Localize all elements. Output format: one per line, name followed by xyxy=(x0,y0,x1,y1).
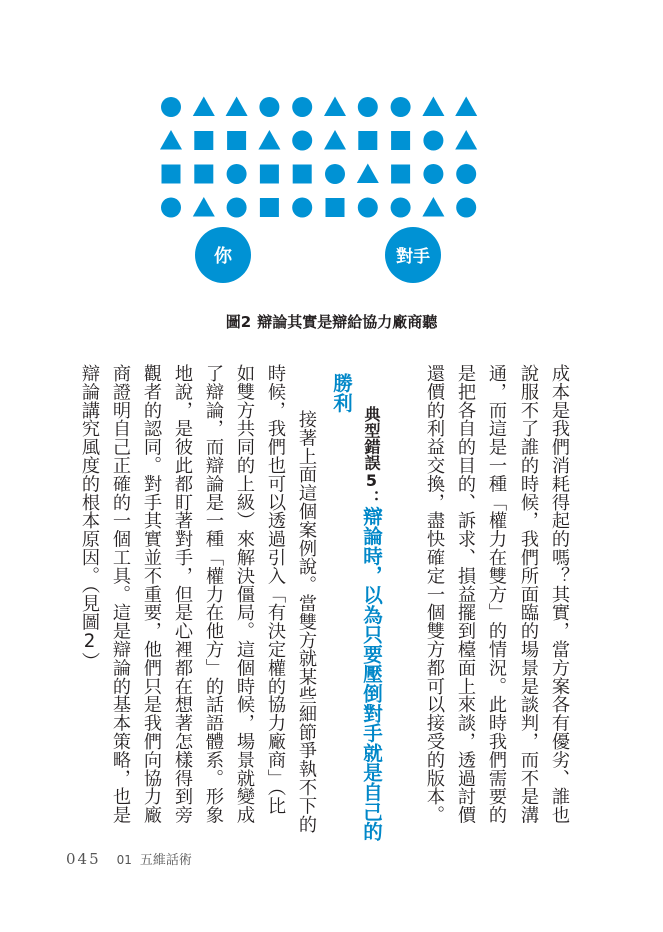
square-shape xyxy=(293,165,312,184)
text-column: 成本是我們消耗得起的嗎？其實，當方案各有優劣、誰也 xyxy=(549,364,570,824)
circle-shape xyxy=(325,164,345,184)
text-column: 接著上面這個案例說。當雙方就某些細節爭執不下的 xyxy=(296,410,317,834)
circle-shape xyxy=(161,198,181,218)
circle-shape xyxy=(161,97,181,117)
square-shape xyxy=(326,198,345,217)
square-shape xyxy=(162,165,181,184)
page-number: 045 xyxy=(66,850,101,868)
opponent-bubble xyxy=(385,227,441,283)
circle-shape xyxy=(259,97,279,117)
text-column: 如雙方共同的上級）來解決僵局。這個時候，場景就變成 xyxy=(234,364,255,824)
text-column: 還價的利益交換，盡快確定一個雙方都可以接受的版本。 xyxy=(424,364,445,824)
section-heading xyxy=(357,406,385,841)
text-column: 時候，我們也可以透過引入「有決定權的協力廠商」（比 xyxy=(265,364,286,815)
text-column: 辯論講究風度的根本原因。（見圖2） xyxy=(79,364,100,671)
triangle-shape xyxy=(455,97,477,117)
triangle-shape xyxy=(226,97,248,117)
circle-shape xyxy=(391,97,411,117)
circle-shape xyxy=(358,97,378,117)
circle-shape xyxy=(227,164,247,184)
caption-text: 辯論其實是辯給協力廠商聽 xyxy=(257,313,438,331)
square-shape xyxy=(260,198,279,217)
text-column: 商證明自己正確的一個工具。這是辯論的基本策略，也是 xyxy=(110,364,131,824)
square-shape xyxy=(391,165,410,184)
text-column: 地說，是彼此都盯著對手，但是心裡都在想著怎樣得到旁 xyxy=(172,364,193,824)
chapter-number: 01 xyxy=(116,853,132,867)
circle-shape xyxy=(292,97,312,117)
shape-grid xyxy=(160,97,477,218)
circle-shape xyxy=(292,131,312,151)
figure-caption xyxy=(0,311,663,332)
text-column: 通，而這是一種「權力在雙方」的情況。此時我們需要的 xyxy=(486,364,507,824)
triangle-shape xyxy=(258,130,280,150)
square-shape xyxy=(194,165,213,184)
heading-title-continued: 勝利 xyxy=(330,373,353,413)
triangle-shape xyxy=(324,97,346,117)
triangle-shape xyxy=(324,130,346,150)
square-shape xyxy=(260,165,279,184)
text-column: 了辯論，而辯論是一種「權力在他方」的話語體系。形象 xyxy=(203,364,224,824)
text-column: 觀者的認同。對手其實並不重要，他們只是我們向協力廠 xyxy=(141,364,162,824)
figure-2-illustration xyxy=(0,0,663,300)
circle-shape xyxy=(456,164,476,184)
triangle-shape xyxy=(193,97,215,117)
you-label: 你 xyxy=(214,246,232,267)
circle-shape xyxy=(227,198,247,218)
triangle-shape xyxy=(193,197,215,217)
circle-shape xyxy=(292,198,312,218)
text-column: 說服不了誰的時候，我們所面臨的場景是談判，而不是溝 xyxy=(518,364,539,824)
triangle-shape xyxy=(422,197,444,217)
circle-shape xyxy=(391,198,411,218)
square-shape xyxy=(194,131,213,150)
you-bubble xyxy=(195,227,251,283)
circle-shape xyxy=(358,198,378,218)
triangle-shape xyxy=(160,130,182,150)
square-shape xyxy=(358,131,377,150)
opponent-label: 對手 xyxy=(396,247,430,267)
square-shape xyxy=(391,131,410,150)
page-footer xyxy=(66,849,192,868)
heading-title: 辯論時，以為只要壓倒對手就是自己的 xyxy=(360,506,383,842)
circle-shape xyxy=(423,131,443,151)
triangle-shape xyxy=(357,164,379,184)
triangle-shape xyxy=(455,130,477,150)
text-column: 是把各自的目的、訴求、損益擺到檯面上來談，透過討價 xyxy=(455,364,476,824)
square-shape xyxy=(227,131,246,150)
triangle-shape xyxy=(422,97,444,117)
heading-label: 典型錯誤5： xyxy=(362,406,381,507)
circle-shape xyxy=(456,198,476,218)
caption-number: 圖2 xyxy=(225,313,252,331)
circle-shape xyxy=(423,164,443,184)
chapter-title: 五維話術 xyxy=(139,853,192,868)
